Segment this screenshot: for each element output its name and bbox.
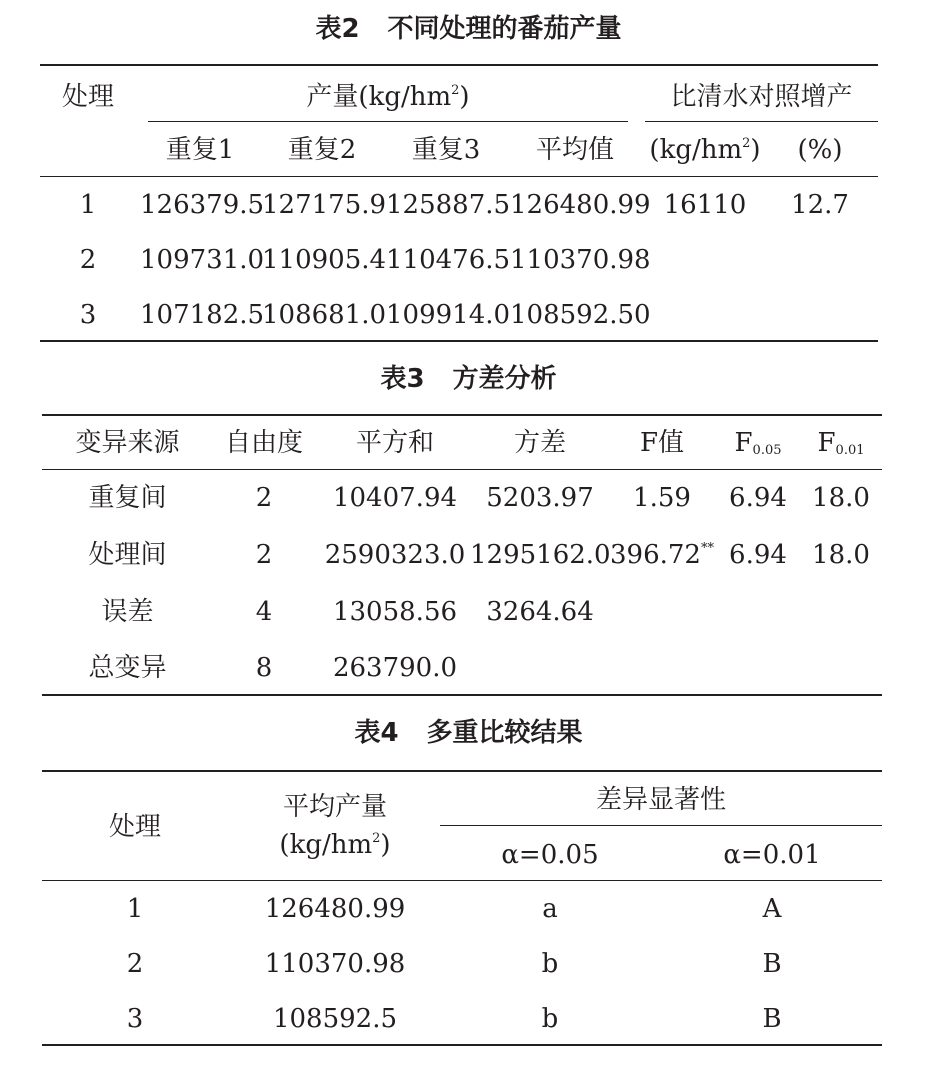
table4-header-avg-yield: 平均产量 — [282, 792, 387, 822]
table4-header-significance: 差异显著性 — [595, 785, 726, 815]
table3-row2-source: 处理间 — [88, 540, 167, 570]
table4-row3-avg: 108592.5 — [272, 1004, 398, 1034]
table2-header-increase: 比清水对照增产 — [670, 82, 853, 112]
table4-significance-subrule — [440, 825, 882, 826]
table4-bottom-rule — [42, 1044, 882, 1046]
table2-row2-rep2: 110905.4 — [262, 245, 387, 275]
table3-row1-f: 1.59 — [633, 483, 691, 513]
table2-row2-rep3: 110476.5 — [386, 245, 511, 275]
table2-row1-inc-kg: 16110 — [663, 190, 747, 220]
table4-row1-alpha005: a — [542, 894, 558, 924]
table2-header-rep2: 重复2 — [287, 135, 357, 165]
table3-caption-text: 方差分析 — [452, 364, 557, 394]
table3-header-rule — [42, 469, 882, 470]
table2-row2-rep1: 109731.0 — [140, 245, 265, 275]
table2-header-rep3: 重复3 — [411, 135, 481, 165]
table3-header-df: 自由度 — [224, 428, 303, 458]
table2-header-avg: 平均值 — [535, 135, 614, 165]
table4-caption — [0, 718, 937, 748]
table3-row3-ms: 3264.64 — [486, 597, 594, 627]
table2-header-rule — [40, 176, 878, 177]
table2-row1-rep3: 125887.5 — [386, 190, 511, 220]
table2-row3-rep1: 107182.5 — [140, 300, 265, 330]
table4-row2-alpha005: b — [541, 949, 559, 979]
table2-bottom-rule — [40, 340, 878, 342]
table4-top-rule — [42, 770, 882, 772]
table2-row2-treatment: 2 — [79, 245, 97, 275]
table4-header-rule — [42, 880, 882, 881]
table2-caption-number: 表2 — [315, 14, 360, 44]
table3-row4-df: 8 — [255, 653, 273, 683]
table2-header-unit-pct: (%) — [797, 135, 843, 165]
table3-caption — [0, 364, 937, 394]
table2-header-yield: 产量$(kg/hm^2)$ — [306, 82, 470, 112]
table3-row1-ms: 5203.97 — [486, 483, 594, 513]
table3-header-ss: 平方和 — [355, 428, 434, 458]
table3-bottom-rule — [42, 694, 882, 696]
table2-caption — [0, 14, 937, 44]
table3-row1-ss: 10407.94 — [332, 483, 458, 513]
table3-row2-f001: 18.0 — [812, 540, 870, 570]
table2-header-treatment: 处理 — [61, 82, 114, 112]
table3-row4-source: 总变异 — [88, 653, 167, 683]
table2-top-rule — [40, 64, 878, 66]
table4-row3-treatment: 3 — [126, 1004, 144, 1034]
table2-header-unit-kg: $(kg/hm^2)$ — [649, 135, 761, 165]
table3-row3-df: 4 — [255, 597, 273, 627]
table3-row2-f005: 6.94 — [729, 540, 787, 570]
table3-row2-ss: 2590323.0 — [324, 540, 466, 570]
table2-increase-subrule — [645, 121, 878, 122]
table3-row1-f001: 18.0 — [812, 483, 870, 513]
table3-row3-source: 误差 — [101, 597, 154, 627]
table3-header-f001: $F_{0.01}$ — [817, 428, 865, 458]
table3-row2-ms: 1295162.0 — [470, 540, 611, 570]
table2-row1-treatment: 1 — [79, 190, 97, 220]
table2-row1-rep2: 127175.9 — [262, 190, 387, 220]
table2-row3-treatment: 3 — [79, 300, 97, 330]
table3-row3-ss: 13058.56 — [332, 597, 458, 627]
table3-row1-df: 2 — [255, 483, 273, 513]
table4-header-alpha005: α=0.05 — [501, 840, 599, 870]
table4-header-alpha001: α=0.01 — [723, 840, 821, 870]
table4-row3-alpha005: b — [541, 1004, 559, 1034]
table3-caption-number: 表3 — [380, 364, 425, 394]
table4-caption-number: 表4 — [354, 718, 399, 748]
table2-yield-subrule — [148, 121, 628, 122]
table2-row3-rep2: 108681.0 — [262, 300, 387, 330]
table2-row2-avg: 110370.98 — [510, 245, 651, 275]
table4-caption-text: 多重比较结果 — [426, 718, 583, 748]
table3-header-f005: $F_{0.05}$ — [734, 428, 782, 458]
table2-caption-text: 不同处理的番茄产量 — [387, 14, 622, 44]
table3-header-source: 变异来源 — [75, 428, 180, 458]
table3-row1-f005: 6.94 — [729, 483, 787, 513]
table3-top-rule — [42, 414, 882, 416]
table4-row2-alpha001: B — [762, 949, 782, 979]
table2-row3-avg: 108592.50 — [510, 300, 651, 330]
table3-row2-df: 2 — [255, 540, 273, 570]
table4-row3-alpha001: B — [762, 1004, 782, 1034]
table2-row1-inc-pct: 12.7 — [791, 190, 849, 220]
table4-row1-alpha001: A — [762, 894, 782, 924]
table3-row4-ss: 263790.0 — [332, 653, 458, 683]
table4-row1-avg: 126480.99 — [264, 894, 406, 924]
table3-row2-f: 396.72** — [610, 540, 714, 570]
table4-header-treatment: 处理 — [108, 812, 161, 842]
table3-header-f: F值 — [639, 428, 685, 458]
table4-row2-treatment: 2 — [126, 949, 144, 979]
table4-row2-avg: 110370.98 — [264, 949, 406, 979]
table2-header-rep1: 重复1 — [165, 135, 235, 165]
table3-header-ms: 方差 — [513, 428, 566, 458]
table4-row1-treatment: 1 — [126, 894, 144, 924]
table4-header-avg-unit: $(kg/hm^2)$ — [279, 830, 391, 860]
table3-row1-source: 重复间 — [88, 483, 167, 513]
table2-row1-avg: 126480.99 — [510, 190, 651, 220]
table2-row1-rep1: 126379.5 — [140, 190, 265, 220]
table2-row3-rep3: 109914.0 — [386, 300, 511, 330]
